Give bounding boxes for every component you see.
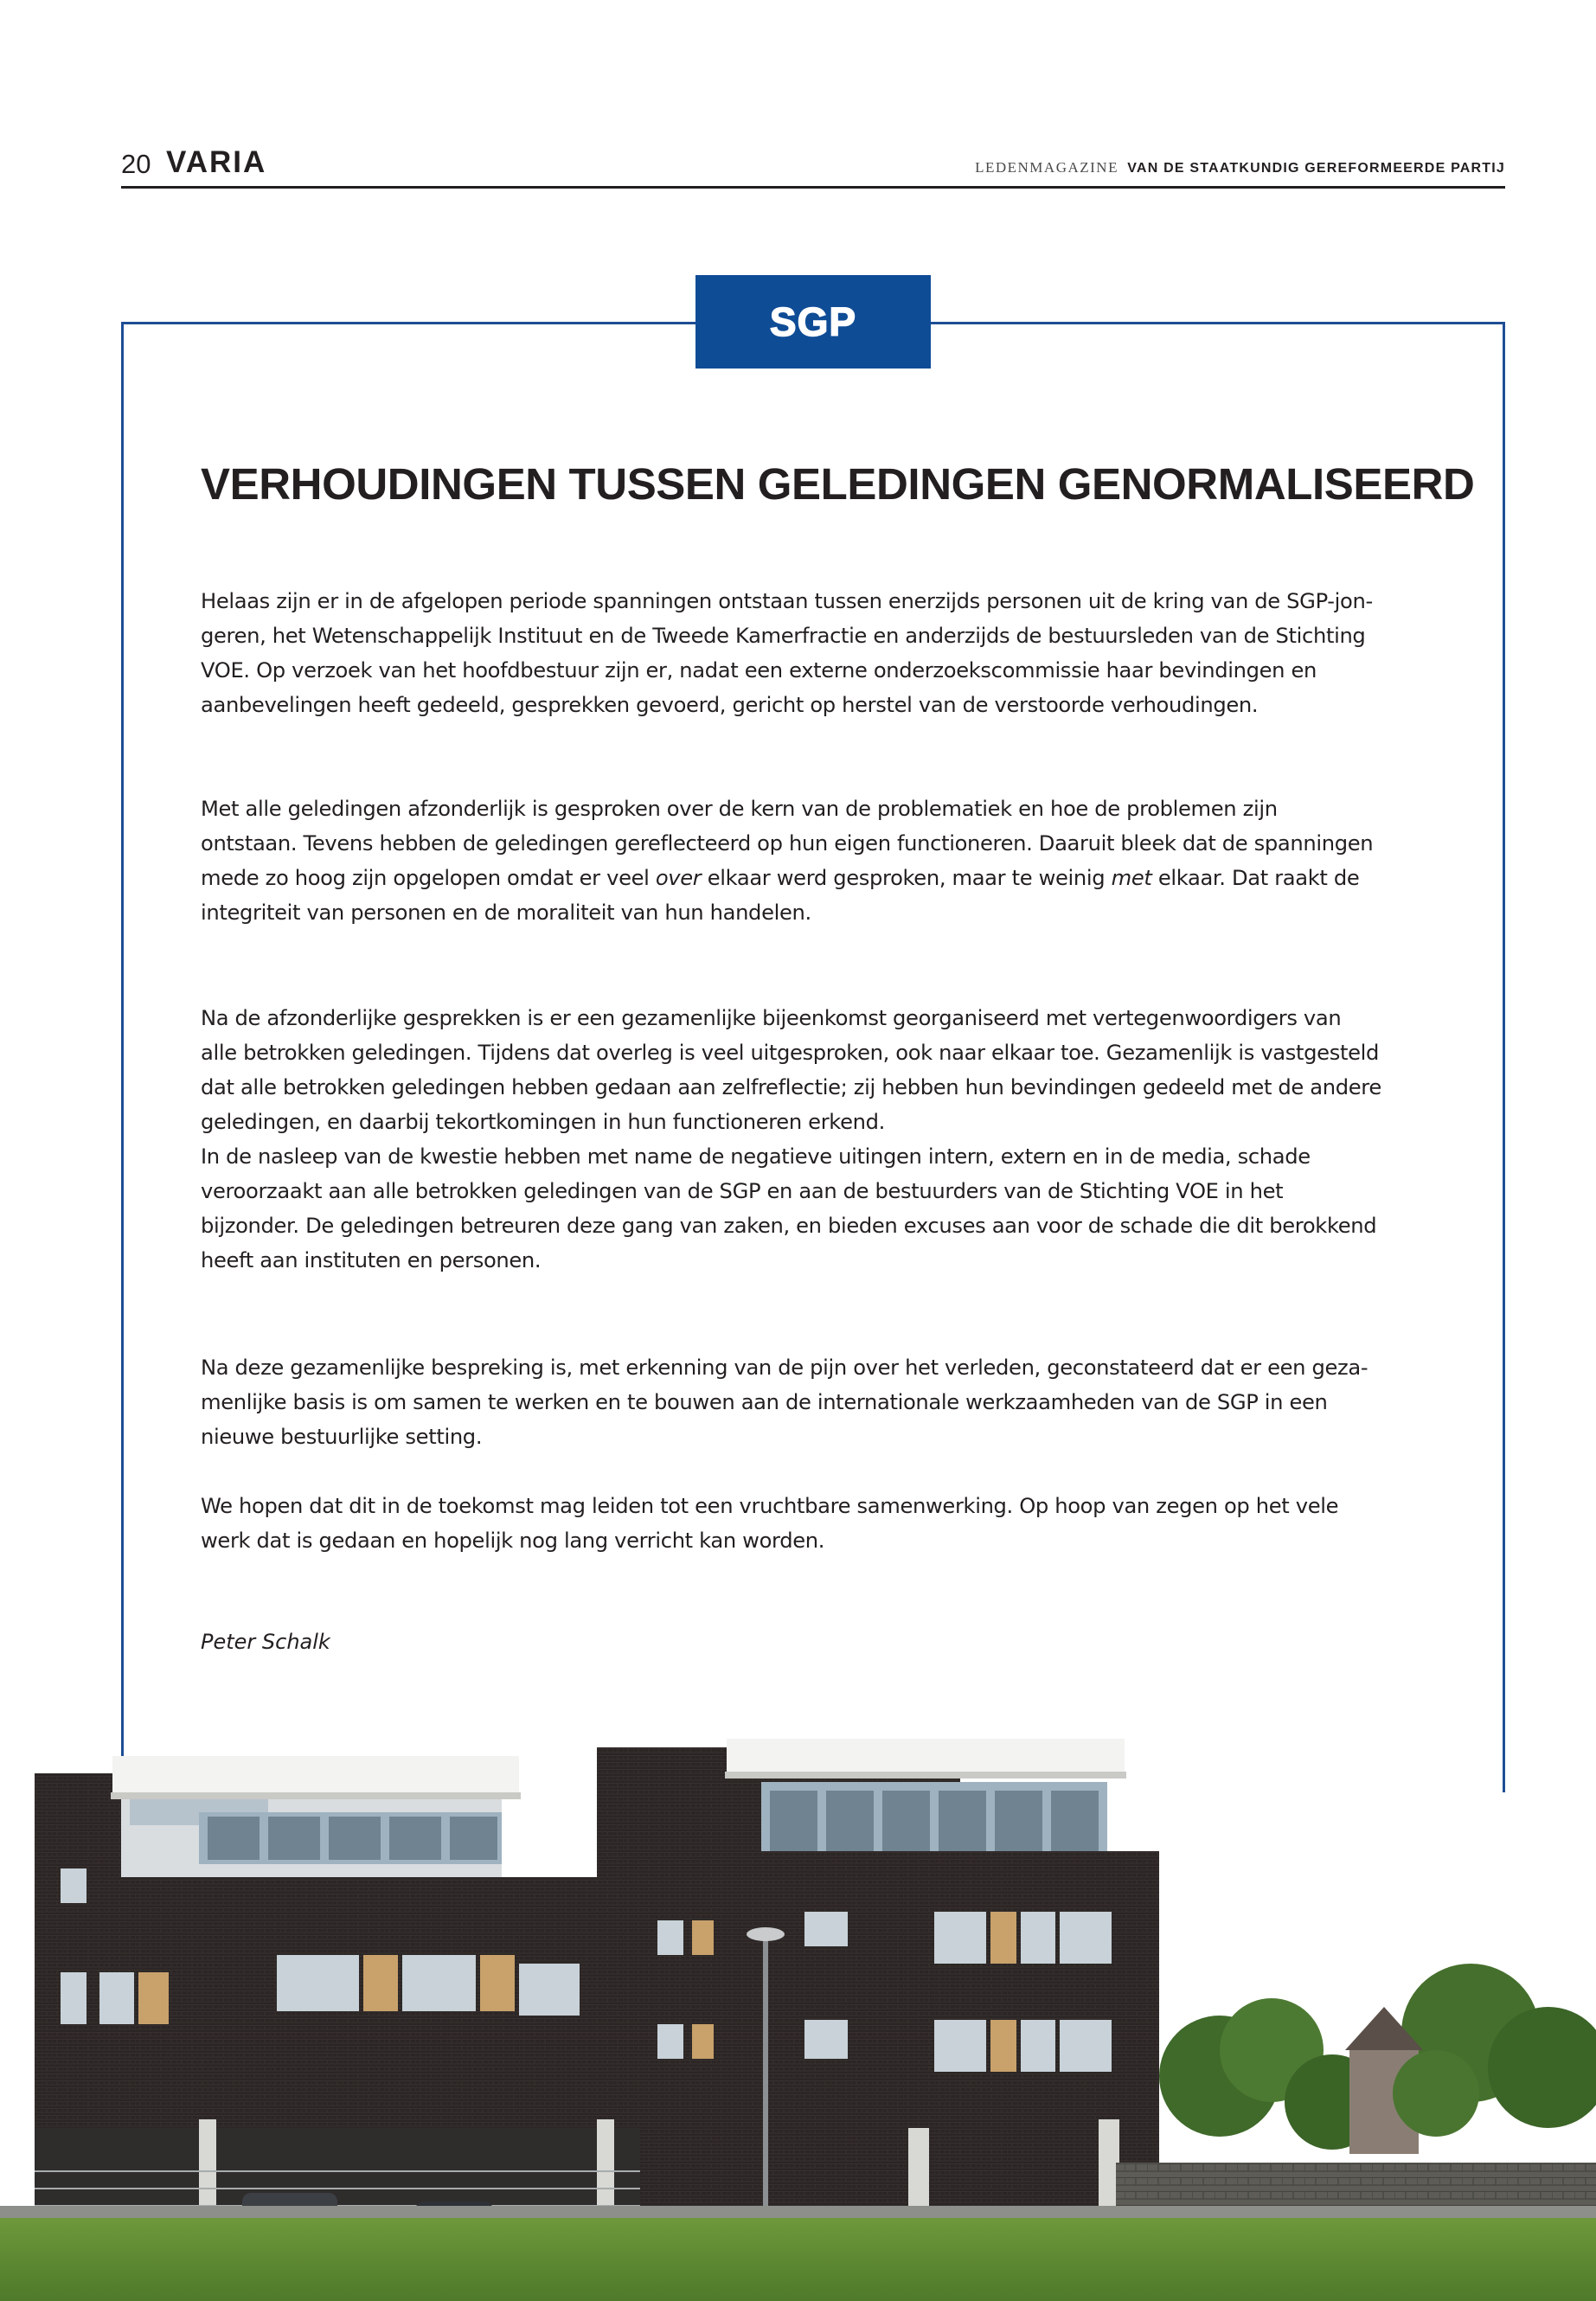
text-line: ontstaan. Tevens hebben de geledingen gereflecteerd op hun eigen functioneren. Daaruit bleek dat de spanningen: [201, 831, 1374, 856]
magazine-title: [975, 159, 1505, 176]
text-line: menlijke basis is om samen te werken en te bouwen aan de internationale werkzaamheden van de SGP in een: [201, 1390, 1328, 1414]
text-line: Helaas zijn er in de afgelopen periode spanningen ontstaan tussen enerzijds personen uit de kring van de SGP-jon-: [201, 589, 1373, 613]
text-line: nieuwe bestuurlijke setting.: [201, 1425, 483, 1449]
text-line: Met alle geledingen afzonderlijk is gesproken over de kern van de problematiek en hoe de problemen zijn: [201, 797, 1278, 821]
emphasis-met: met: [1111, 866, 1152, 890]
paragraph-3: [201, 1001, 1429, 1278]
trees: [1159, 1964, 1596, 2154]
text-segment: elkaar werd gesproken, maar te weinig: [701, 866, 1112, 890]
article-title: VERHOUDINGEN TUSSEN GELEDINGEN GENORMALISEERD: [201, 459, 1475, 509]
text-line: aanbevelingen heeft gedeeld, gesprekken gevoerd, gericht op herstel van de verstoorde verhoudingen.: [201, 693, 1259, 717]
author-signature: Peter Schalk: [201, 1630, 330, 1654]
text-line: Na deze gezamenlijke bespreking is, met erkenning van de pijn over het verleden, geconstateerd dat er een geza-: [201, 1356, 1368, 1380]
text-line: werk dat is gedaan en hopelijk nog lang verricht kan worden.: [201, 1529, 825, 1553]
text-line: alle betrokken geledingen. Tijdens dat overleg is veel uitgesproken, ook naar elkaar toe. Gezamenlijk is vastgesteld: [201, 1041, 1379, 1065]
section-title: VARIA: [166, 145, 267, 179]
text-line: We hopen dat dit in de toekomst mag leiden tot een vruchtbare samenwerking. Op hoop van zegen op het vele: [201, 1494, 1339, 1518]
text-line: [201, 861, 1429, 895]
text-line: integriteit van personen en de moraliteit van hun handelen.: [201, 901, 811, 925]
paragraph-5: [201, 1489, 1429, 1558]
page-header: [121, 145, 1505, 189]
text-segment: elkaar. Dat raakt de: [1151, 866, 1360, 890]
text-line: Na de afzonderlijke gesprekken is er een gezamenlijke bijeenkomst georganiseerd met vertegenwoordigers van: [201, 1006, 1342, 1030]
paragraph-2: [201, 792, 1429, 930]
text-line: In de nasleep van de kwestie hebben met name de negatieve uitingen intern, extern en in de media, schade: [201, 1144, 1311, 1169]
paragraph-1: [201, 584, 1429, 722]
magazine-party: VAN DE STAATKUNDIG GEREFORMEERDE PARTIJ: [1127, 161, 1505, 176]
text-line: VOE. Op verzoek van het hoofdbestuur zijn er, nadat een externe onderzoekscommissie haar bevindingen en: [201, 658, 1317, 683]
paragraph-4: [201, 1350, 1429, 1454]
left-building: [35, 1756, 640, 2249]
magazine-name: LEDENMAGAZINE: [975, 159, 1118, 176]
office-buildings-photo: [0, 1721, 1596, 2301]
text-line: heeft aan instituten en personen.: [201, 1248, 542, 1272]
text-line: bijzonder. De geledingen betreuren deze gang van zaken, en bieden excuses aan voor de schade die dit berokkend: [201, 1214, 1377, 1238]
emphasis-over: over: [655, 866, 702, 890]
text-line: veroorzaakt aan alle betrokken geledingen van de SGP en aan de bestuurders van de Stichting VOE in het: [201, 1179, 1284, 1203]
text-segment: mede zo hoog zijn opgelopen omdat er veel: [201, 866, 656, 890]
text-line: geren, het Wetenschappelijk Instituut en de Tweede Kamerfractie en anderzijds de bestuursleden van de Stichting: [201, 624, 1366, 648]
sgp-logo: [695, 275, 931, 369]
sgp-logo-mark: [753, 296, 874, 348]
right-building: [597, 1739, 1159, 2240]
footpath: [0, 2206, 1596, 2218]
sgp-logo-text: SGP: [769, 299, 857, 344]
page-number: 20: [121, 149, 151, 179]
text-line: dat alle betrokken geledingen hebben gedaan aan zelfreflectie; zij hebben hun bevindingen gedeeld met de andere: [201, 1075, 1381, 1099]
text-line: geledingen, en daarbij tekortkomingen in hun functioneren erkend.: [201, 1110, 885, 1134]
grass-lawn: [0, 2214, 1596, 2301]
